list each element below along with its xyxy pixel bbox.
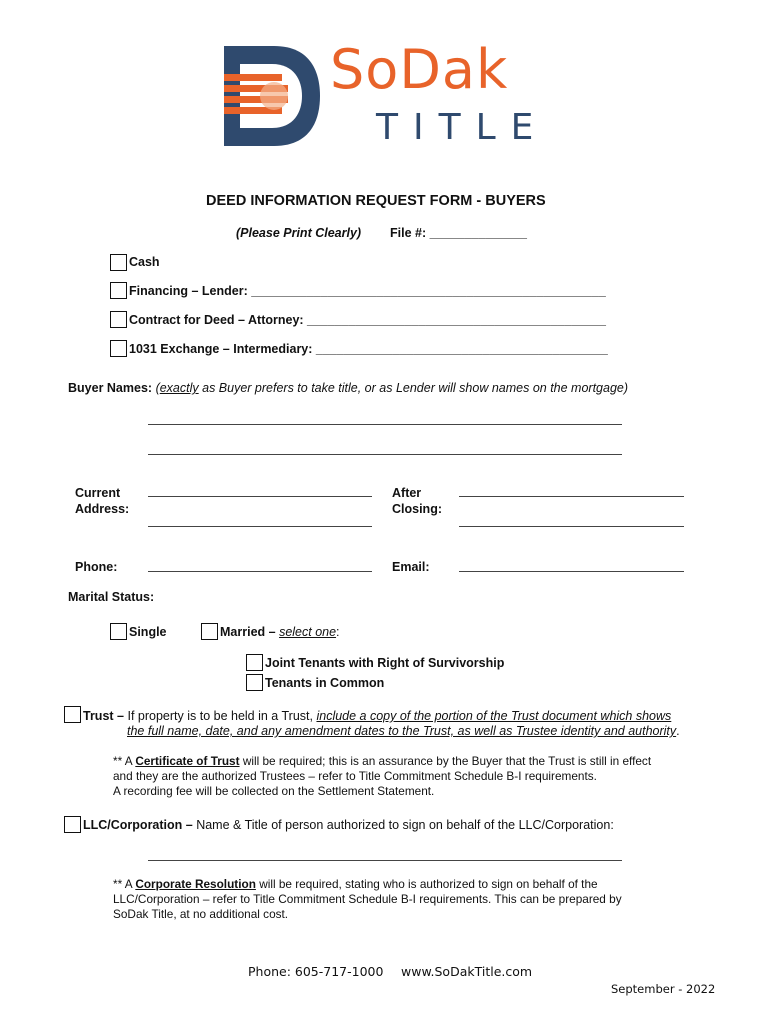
current-address-label — [75, 485, 129, 517]
cash-label: Cash — [129, 255, 160, 269]
certificate-note-text-1: will be required; this is an assurance by the Buyer that the Trust is still in effect — [239, 754, 652, 768]
after-closing-line-2[interactable] — [459, 526, 684, 527]
certificate-of-trust-term: Certificate of Trust — [135, 754, 240, 768]
exchange-intermediary-field[interactable]: 1031 Exchange – Intermediary: __________________________________________ — [129, 342, 608, 356]
certificate-of-trust-note — [113, 754, 651, 799]
logo — [222, 38, 549, 152]
resolution-note-text-1: will be required, stating who is authorized to sign on behalf of the — [255, 877, 598, 891]
contract-attorney-field[interactable]: Contract for Deed – Attorney: ___________________________________________ — [129, 313, 606, 327]
form-title: DEED INFORMATION REQUEST FORM - BUYERS — [206, 193, 546, 209]
marital-status-label: Marital Status: — [68, 590, 155, 604]
after-closing-label-line2: Closing: — [392, 502, 442, 516]
llc-line — [83, 818, 614, 832]
buyer-names-note-open: ( — [155, 381, 160, 395]
trust-document-instruction-1: include a copy of the portion of the Trust document which shows — [316, 709, 672, 723]
brand-name-so: So — [330, 38, 400, 101]
married-checkbox[interactable] — [201, 623, 218, 640]
phone-label: Phone: — [75, 560, 118, 574]
footer-phone: Phone: 605-717-1000 — [248, 964, 384, 979]
resolution-note-line-2: LLC/Corporation – refer to Title Commitment Schedule B-I requirements. This can be prepared by — [113, 892, 622, 906]
llc-text: Name & Title of person authorized to sign on behalf of the LLC/Corporation: — [192, 818, 614, 832]
trust-line-2 — [127, 724, 680, 738]
trust-line-1 — [83, 709, 671, 723]
footer-date: September - 2022 — [611, 982, 716, 996]
financing-checkbox[interactable] — [110, 282, 127, 299]
married-label-text: Married – — [220, 625, 280, 639]
tenants-in-common-checkbox[interactable] — [246, 674, 263, 691]
financing-lender-field[interactable]: Financing – Lender: ___________________________________________________ — [129, 284, 606, 298]
buyer-names-label: Buyer Names: — [68, 381, 153, 395]
buyer-names-note-rest: as Buyer prefers to take title, or as Lender will show names on the mortgage) — [198, 381, 629, 395]
brand-name — [330, 40, 508, 100]
buyer-name-line-1[interactable] — [148, 424, 622, 425]
resolution-note-line-3: SoDak Title, at no additional cost. — [113, 907, 289, 921]
certificate-note-line-2: and they are the authorized Trustees – refer to Title Commitment Schedule B-I requirements. — [113, 769, 597, 783]
joint-tenants-checkbox[interactable] — [246, 654, 263, 671]
buyer-names-note-exactly: exactly — [159, 381, 199, 395]
trust-label: Trust – — [83, 709, 124, 723]
current-address-label-line1: Current — [75, 486, 121, 500]
contract-for-deed-checkbox[interactable] — [110, 311, 127, 328]
footer-website[interactable]: www.SoDakTitle.com — [401, 964, 533, 979]
brand-subtitle: TITLE — [376, 107, 549, 148]
email-line[interactable] — [459, 571, 684, 572]
trust-text: If property is to be held in a Trust, — [124, 709, 317, 723]
married-select-one: select one — [279, 625, 337, 639]
phone-line[interactable] — [148, 571, 372, 572]
llc-label: LLC/Corporation – — [83, 818, 193, 832]
email-label: Email: — [392, 560, 430, 574]
resolution-note-line-1 — [113, 877, 622, 892]
current-address-line-1[interactable] — [148, 496, 372, 497]
corporate-resolution-note — [113, 877, 622, 922]
certificate-note-line-3: A recording fee will be collected on the Settlement Statement. — [113, 784, 435, 798]
married-label — [220, 625, 340, 639]
single-label: Single — [129, 625, 167, 639]
after-closing-label-line1: After — [392, 486, 422, 500]
trust-checkbox[interactable] — [64, 706, 81, 723]
current-address-line-2[interactable] — [148, 526, 372, 527]
current-address-label-line2: Address: — [75, 502, 130, 516]
single-checkbox[interactable] — [110, 623, 127, 640]
buyer-name-line-2[interactable] — [148, 454, 622, 455]
buyer-names-note — [156, 381, 628, 395]
llc-signer-line[interactable] — [148, 860, 622, 861]
exchange-1031-checkbox[interactable] — [110, 340, 127, 357]
trust-period: . — [676, 724, 680, 738]
certificate-note-prefix: ** A — [113, 754, 136, 768]
cash-checkbox[interactable] — [110, 254, 127, 271]
resolution-note-prefix: ** A — [113, 877, 136, 891]
file-number-field[interactable]: File #: ______________ — [390, 226, 527, 240]
trust-document-instruction-2: the full name, date, and any amendment dates to the Trust, as well as Trustee identity and authority — [127, 724, 677, 738]
certificate-note-line-1 — [113, 754, 651, 769]
joint-tenants-label: Joint Tenants with Right of Survivorship — [265, 656, 505, 670]
print-clearly-note: (Please Print Clearly) — [236, 226, 362, 240]
corporate-resolution-term: Corporate Resolution — [135, 877, 256, 891]
married-colon: : — [336, 625, 340, 639]
brand-name-dak: Dak — [399, 38, 509, 101]
llc-checkbox[interactable] — [64, 816, 81, 833]
sodak-logo-mark-icon — [222, 44, 322, 148]
after-closing-line-1[interactable] — [459, 496, 684, 497]
buyer-names-heading — [68, 381, 628, 395]
tenants-in-common-label: Tenants in Common — [265, 676, 385, 690]
after-closing-label — [392, 485, 442, 517]
